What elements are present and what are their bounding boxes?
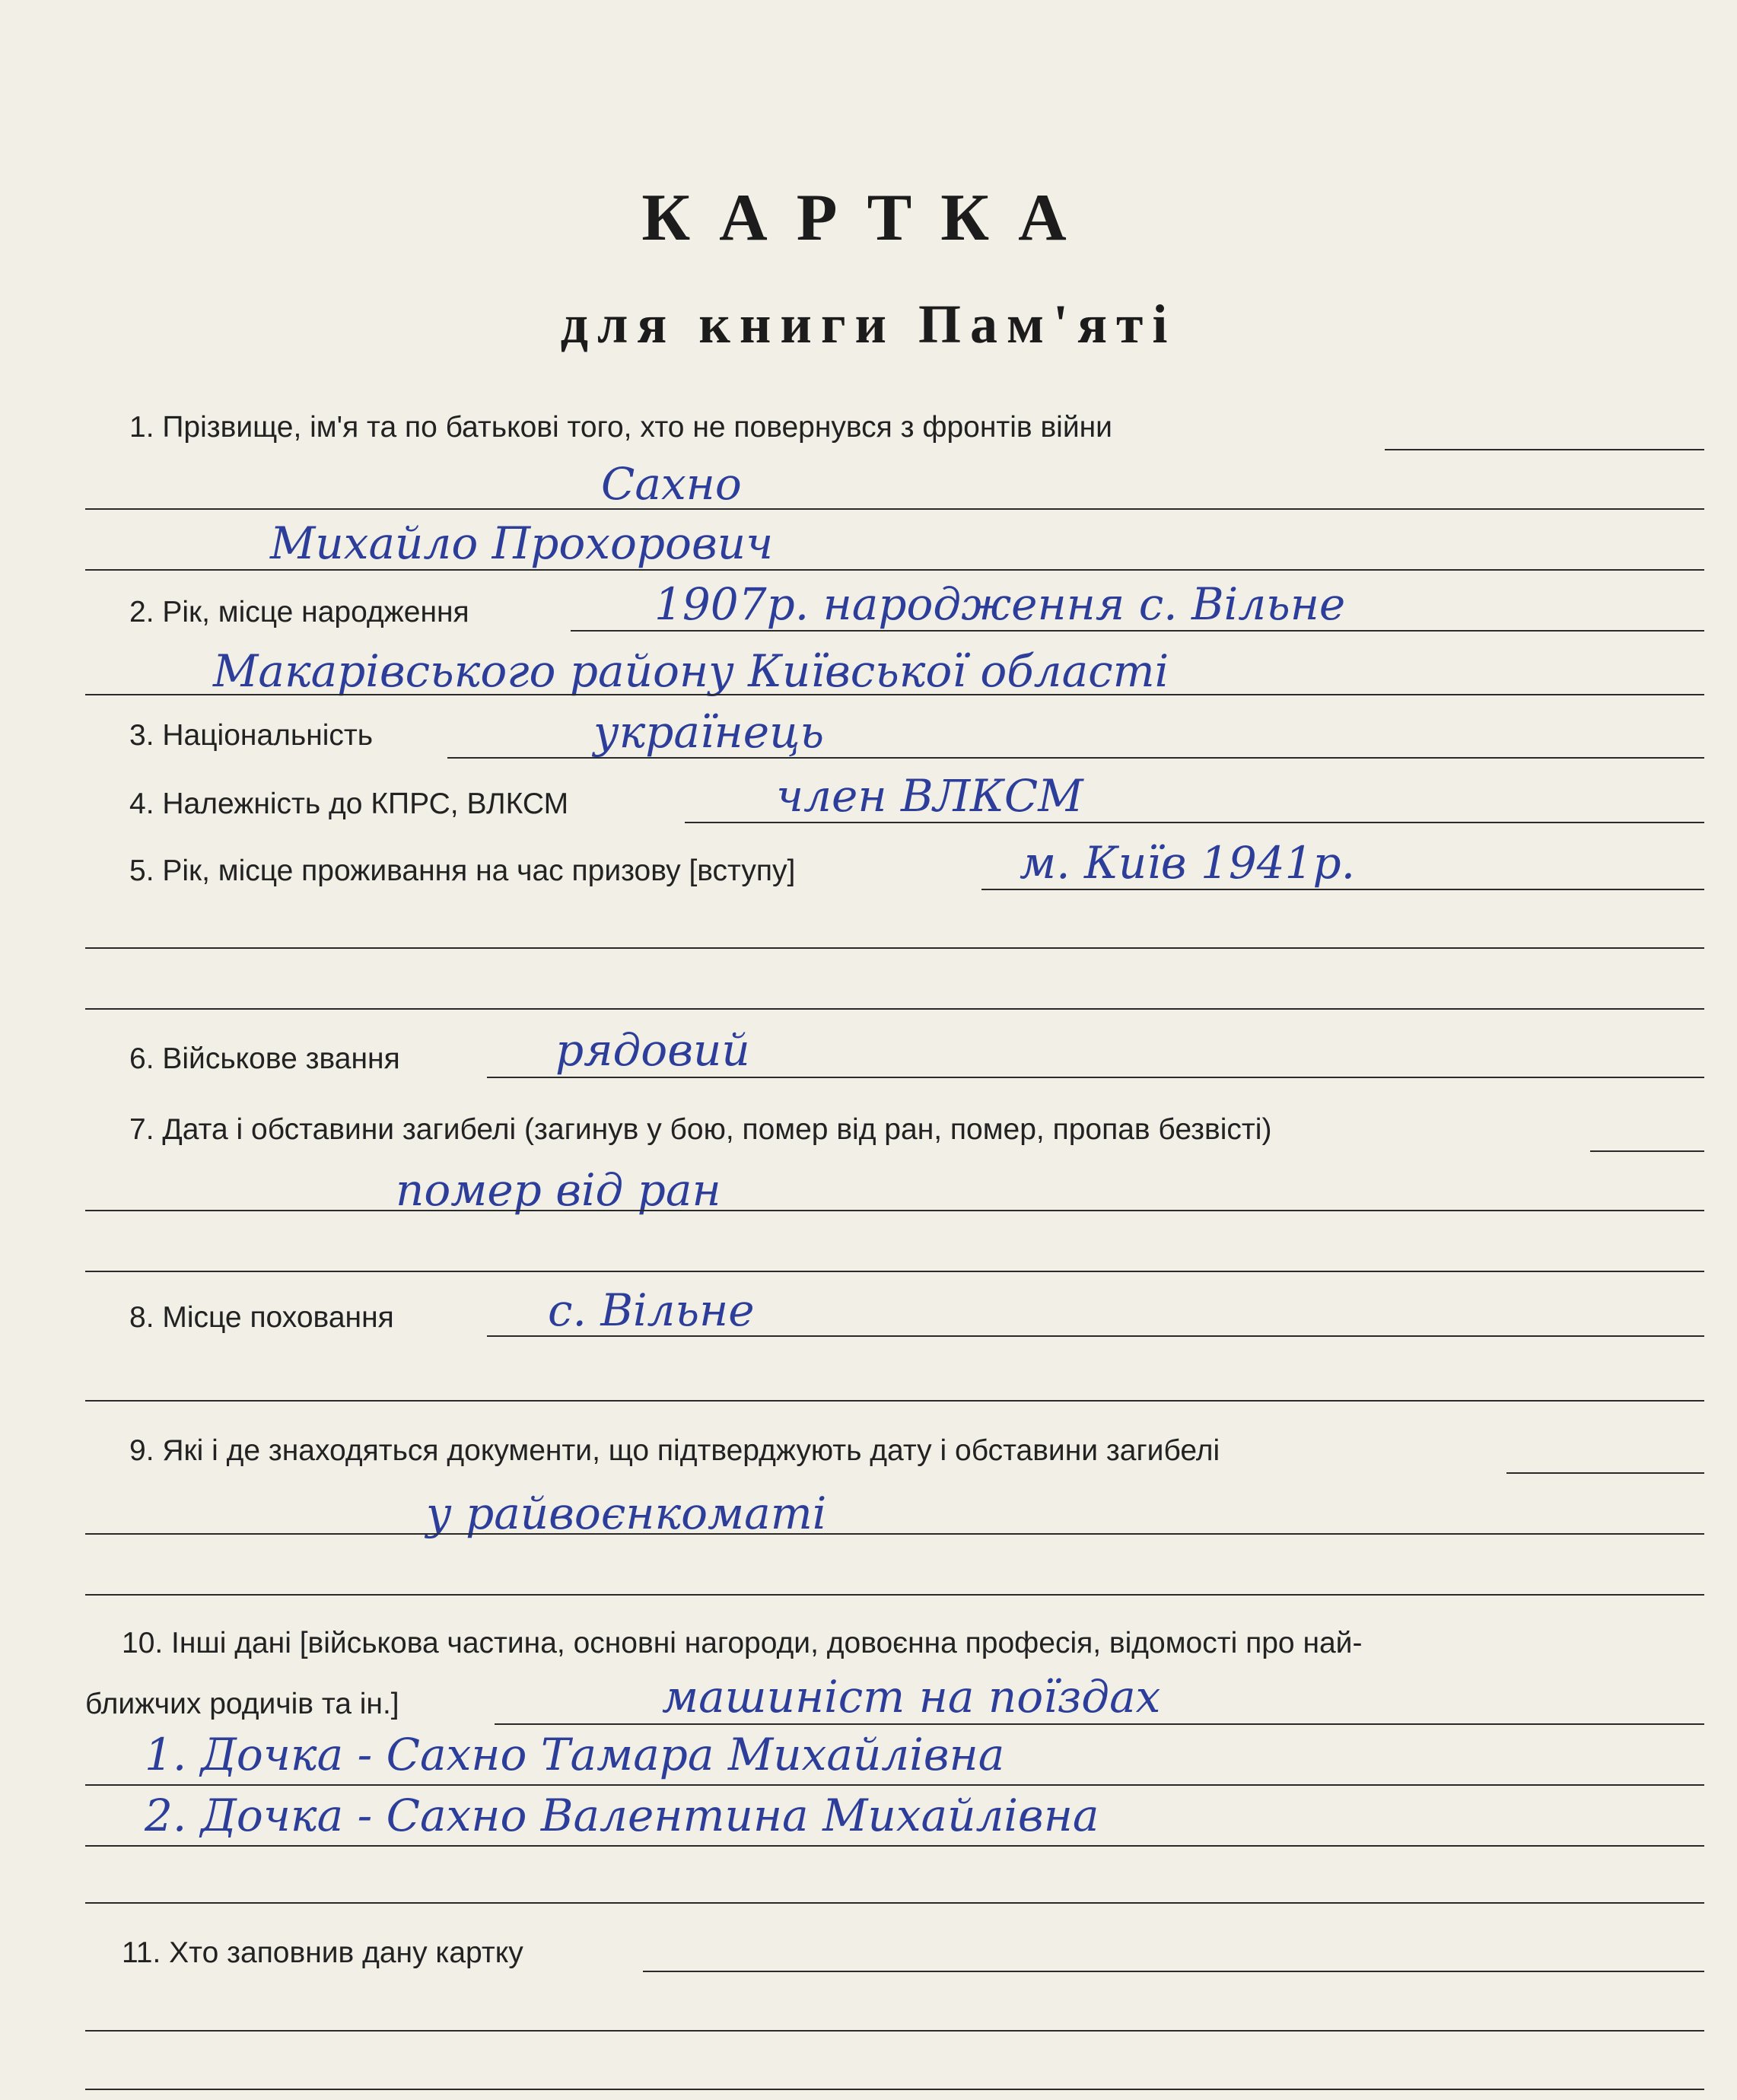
field-7-line-3 [85,1271,1704,1272]
field-7-label: 7. Дата і обставини загибелі (загинув у бою, помер від ран, помер, пропав безвісті) [129,1113,1272,1146]
field-3-label: 3. Національність [129,719,374,752]
field-10-line-4 [85,1902,1704,1904]
card-title: КАРТКА [641,181,1096,255]
field-9-line [1506,1472,1704,1474]
field-2-birth: 1907р. народження с. Вільне [654,578,1346,630]
field-9-line-3 [85,1594,1704,1596]
field-5-line-3 [85,1008,1704,1010]
field-1-label: 1. Прізвище, ім'я та по батькові того, хто не повернувся з фронтів війни [129,411,1112,444]
field-8-label: 8. Місце поховання [129,1301,394,1334]
field-1-line-3 [85,569,1704,571]
field-10-line-3 [85,1845,1704,1847]
field-10-line-2 [85,1784,1704,1786]
field-1-line-2 [85,508,1704,510]
field-10-label-2: ближчих родичів та ін.] [85,1688,399,1720]
field-1-surname: Сахно [601,458,742,510]
field-11-line-2 [85,2030,1704,2032]
field-10-value-2: 1. Дочка - Сахно Тамара Михайлівна [145,1729,1005,1780]
field-11-line [643,1971,1704,1972]
field-6-line [487,1077,1704,1078]
field-5-line-2 [85,947,1704,949]
field-1-line [1385,449,1704,450]
field-9-value: у райвоєнкоматі [426,1488,827,1539]
field-11-line-3 [85,2089,1704,2090]
field-6-label: 6. Військове звання [129,1042,400,1075]
field-3-value: українець [593,706,825,758]
field-10-value-3: 2. Дочка - Сахно Валентина Михайлівна [145,1790,1099,1841]
field-2-label: 2. Рік, місце народження [129,596,469,628]
field-10-value-1: машиніст на поїздах [662,1671,1161,1723]
field-1-name: Михайло Прохорович [270,517,774,569]
field-4-value: член ВЛКСМ [776,770,1083,822]
field-2-line-2 [85,694,1704,695]
field-4-line [685,822,1704,823]
field-8-line-2 [85,1400,1704,1402]
field-6-value: рядовий [555,1024,750,1076]
field-9-line-2 [85,1533,1704,1535]
field-9-label: 9. Які і де знаходяться документи, що підтверджують дату і обставини загибелі [129,1434,1220,1467]
field-5-line [981,889,1704,890]
field-8-value: с. Вільне [548,1284,755,1336]
field-5-value: м. Київ 1941р. [1020,837,1356,889]
field-2-line [571,630,1704,632]
field-2-birth-place: Макарівського району Київської області [213,645,1169,697]
card-subtitle: для книги Пам'яті [560,294,1177,355]
field-7-value: помер від ран [396,1164,721,1216]
field-7-line-2 [85,1210,1704,1211]
field-10-line [495,1723,1704,1725]
field-11-label: 11. Хто заповнив дану картку [122,1936,523,1969]
field-5-label: 5. Рік, місце проживання на час призову [вступу] [129,854,796,887]
field-4-label: 4. Належність до КПРС, ВЛКСМ [129,788,569,820]
field-7-line [1590,1150,1704,1152]
field-10-label: 10. Інші дані [військова частина, основні нагороди, довоєнна професія, відомості про най- [122,1627,1363,1659]
